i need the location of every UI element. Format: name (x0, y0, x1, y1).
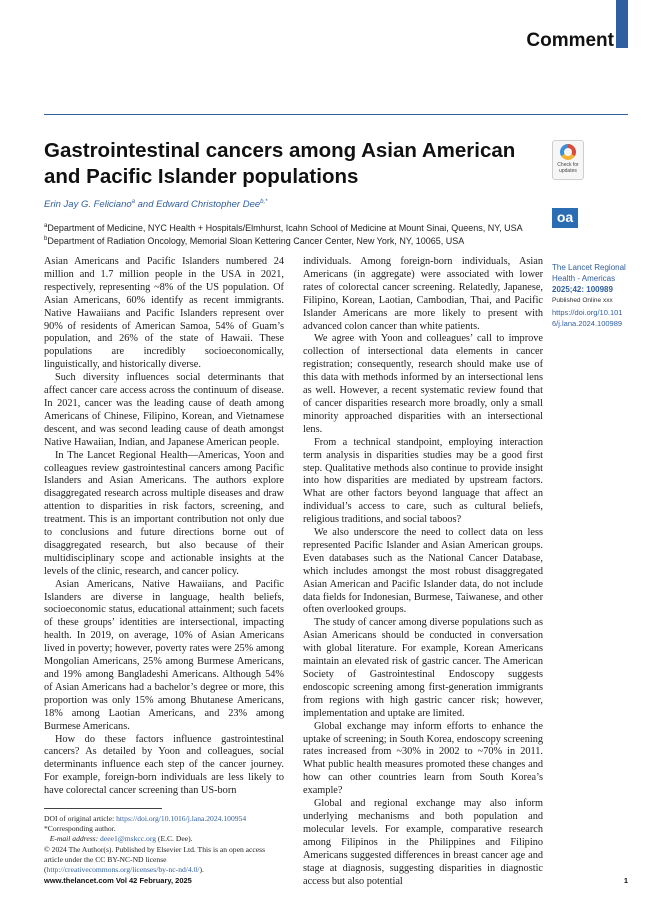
license-end: ). (199, 865, 204, 875)
author-affil-marker: a (131, 198, 135, 205)
header-rule (44, 114, 628, 115)
journal-issue: 2025;42: 100989 (552, 285, 613, 294)
doi-label: DOI of original article: (44, 814, 117, 823)
check-updates-label: Check for updates (557, 162, 579, 174)
footnotes (44, 814, 284, 875)
author-connector: and (135, 199, 157, 210)
email-suffix: (E.C. Dee). (156, 834, 193, 844)
license-note (44, 845, 284, 876)
author-affil-marker: b,* (260, 198, 268, 205)
license-link[interactable]: http://creativecommons.org/licenses/by-nc-nd/4.0/ (46, 865, 200, 875)
page-number: 1 (623, 876, 628, 885)
email-label: E-mail address: (49, 834, 101, 844)
check-for-updates-badge[interactable] (552, 140, 584, 180)
paragraph: We agree with Yoon and colleagues’ call to improve collection of intersectional data elements in cancer registration; consequently, research should make use of this data with methods informed by an intersectional lens as well. However, a recent systematic review found that of cancer disparities research more broadly, only a small minority approached disparities with an intersectional lens. (303, 333, 543, 435)
paragraph: In The Lancet Regional Health—Americas, Yoon and colleagues review gastrointestinal cancers among Pacific Islanders and Asian Americans. The authors explore disaggregated research across multiple diseases and draw attention to disparities in risk factors, screening, and treatment. This is an important contribution not only due to conclusions and future directions borne out of disaggregated research, but also because of their multidisciplinary scope and actionable insights at the levels of the clinic, research, and cancer policy. (44, 449, 284, 577)
paragraph: individuals. Among foreign-born individuals, Asian Americans (in aggregate) were associated with lower rates of colorectal cancer screening. Relatedly, Japanese, Filipino, Korean, Laotian, Cambodian, Thai, and Pacific Islander Americans are more likely to present with advanced colon cancer than white patients. (303, 256, 543, 332)
affiliation-b (44, 235, 534, 248)
check-updates-icon (560, 144, 576, 160)
footer-journal[interactable]: www.thelancet.com Vol 42 February, 2025 (44, 876, 192, 885)
open-access-icon: oa (552, 208, 578, 228)
affiliations (44, 222, 534, 248)
author-list (44, 199, 268, 210)
license-text: © 2024 The Author(s). Published by Elsevier Ltd. This is an open access article under the CC BY-NC-ND license ( (44, 844, 266, 875)
paragraph: Such diversity influences social determinants that affect cancer care access across the continuum of disease. In 2021, cancer was the leading cause of death among Americans of Chinese, Filipino, Korean, and Vietnamese descent, and was second leading cause of death amongst Native Hawaiian, Indian, and Japanese American people. (44, 372, 284, 448)
journal-name: The Lancet Regional Health - Americas (552, 263, 626, 283)
footnote-rule (44, 808, 162, 809)
affil-text: Department of Medicine, NYC Health + Hospitals/Elmhurst, Icahn School of Medicine at Mount Sinai, Queens, NY, USA (47, 223, 523, 233)
corresponding-author: *Corresponding author. (44, 824, 116, 834)
paragraph: Global and regional exchange may also inform underlying mechanisms and both population and molecular levels. For example, comparative research among Filipinos in the Philippines and Filipino Americans suggested differences in breast cancer age and stage at diagnosis, suggesting disparities in diagnostic access but also potential (303, 798, 543, 887)
paragraph: From a technical standpoint, employing interaction term analysis in disparities studies may be a good first step. Qualitative methods also continue to provide insight into how disparities are mediated by upstream factors. What are other factors beyond language that affect an individual’s access to care, such as cultural beliefs, religious traditions, and social taboos? (303, 436, 543, 526)
author-name[interactable]: Edward Christopher Dee (156, 199, 261, 210)
journal-info (552, 262, 628, 295)
original-doi-link[interactable]: https://doi.org/10.1016/j.lana.2024.100954 (116, 814, 247, 823)
article-title: Gastrointestinal cancers among Asian American and Pacific Islander populations (44, 139, 516, 188)
affiliation-a (44, 222, 534, 235)
original-article-doi (44, 814, 284, 824)
paragraph: How do these factors influence gastrointestinal cancers? As detailed by Yoon and colleagues, social determinants influence each step of the cancer journey. For example, foreign-born individuals are less likely to have colorectal cancer screening than US-born (44, 733, 284, 797)
paragraph: The study of cancer among diverse populations such as Asian Americans should be conducted in conversation with global literature. For example, Korean Americans maintain an elevated risk of gastric cancer. The American Society of Gastrointestinal Endoscopy suggests endoscopic screening among first-generation immigrants from regions with high gastric cancer risk; however, implementation and uptake are limited. (303, 617, 543, 719)
email-link[interactable]: deee1@mskcc.org (100, 834, 157, 844)
paragraph: Asian Americans and Pacific Islanders numbered 24 million and 1.7 million people in the USA in 2021, respectively, representing ~8% of the US population. Of Asian Americans, 60% identify as recent immigrants. Native Hawaiians and Pacific Islanders represent over 90% of residents of American Samoa, 54% of Guam’s population, and 26% of the state of Hawaii. These populations are incredibly socioeconomically, linguistically, and historically diverse. (44, 256, 284, 371)
doi-link[interactable]: https://doi.org/10.1016/j.lana.2024.100989 (552, 308, 623, 328)
section-color-bar (616, 0, 628, 48)
author-name[interactable]: Erin Jay G. Feliciano (44, 199, 132, 210)
affil-text: Department of Radiation Oncology, Memorial Sloan Kettering Cancer Center, New York, NY, 10065, USA (47, 236, 465, 246)
paragraph: Asian Americans, Native Hawaiians, and Pacific Islanders are diverse in language, health beliefs, socioeconomic status, educational attainment; such facets of these groups’ identities are intersectional, impacting health. In 2019, on average, 10% of Asian Americans lived in poverty; however, poverty rates were 25% among Mongolian Americans, 25% among Burmese Americans, and 19% among Bangladeshi Americans. Although 54% of Asian Americans had a bachelor’s degree or more, this proportion was only 15% among Bhutanese Americans, 18% among Laotian Americans, and 23% among Burmese Americans. (44, 578, 284, 732)
affil-marker: b (44, 236, 48, 242)
affil-marker: a (44, 223, 48, 229)
email-line (44, 834, 284, 844)
body-column-left (44, 256, 284, 798)
published-online: Published Online xxx (552, 297, 613, 304)
paragraph: Global exchange may inform efforts to enhance the uptake of screening; in South Korea, endoscopy screening rates increased from ~30% in 2002 to ~70% in 2011. What public health measures promoted these changes and how can other countries learn from South Korea’s example? (303, 720, 543, 797)
body-column-right (303, 256, 543, 888)
section-label: Comment (526, 30, 614, 51)
paragraph: We also underscore the need to collect data on less represented Pacific Islander and Asian American groups. Even databases such as the National Cancer Database, which includes amongst the most robust disaggregated Asian American and Pacific Islander data, do not include data fields for Indonesian, Burmese, Taiwanese, and other often overlooked groups. (303, 527, 543, 616)
